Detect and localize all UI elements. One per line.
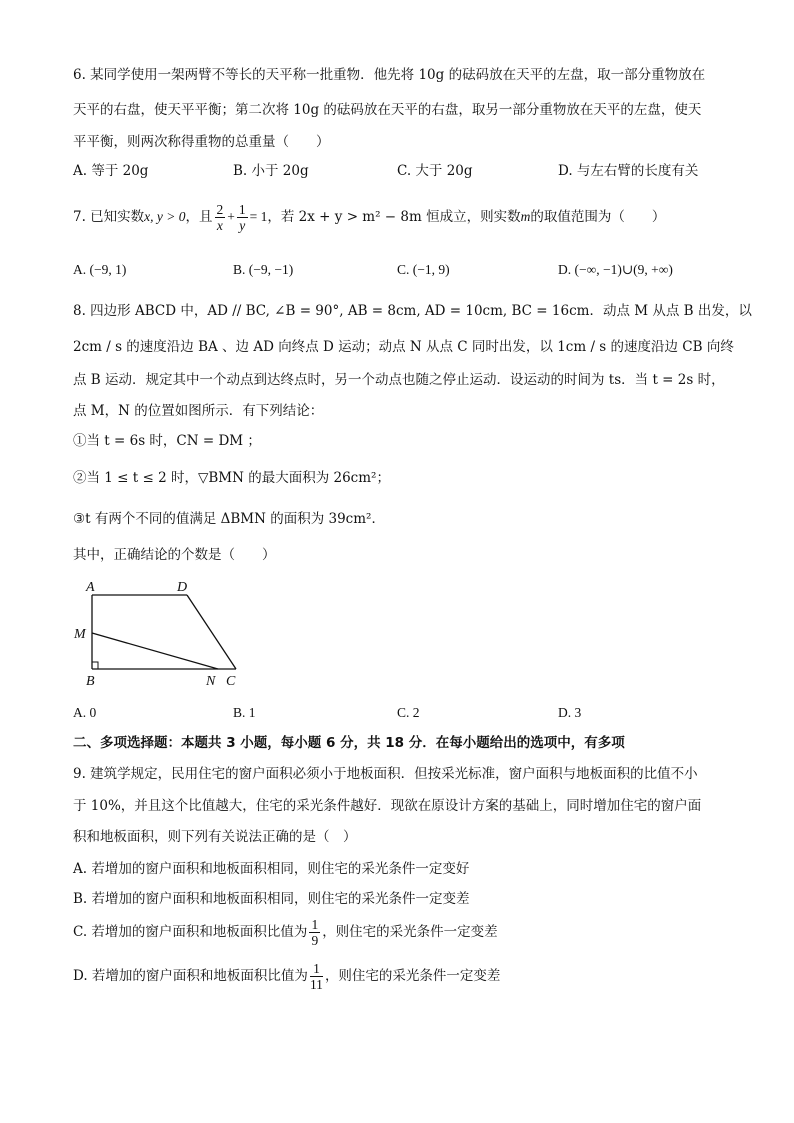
right-angle-mark <box>92 662 98 669</box>
q8-conclusion-1: ①当 t = 6s 时，CN = DM ； <box>73 433 261 449</box>
q7-eq: = 1 <box>249 209 268 224</box>
label-c: C <box>226 674 236 689</box>
label-n: N <box>206 674 216 689</box>
q6-option-d: D. 与左右臂的长度有关 <box>558 163 699 179</box>
q9-line-2: 于 10%，并且这个比值越大，住宅的采光条件越好．现欲在原设计方案的基础上，同时增加住宅的窗户面 <box>73 798 702 814</box>
q9-option-c-text: C. 若增加的窗户面积和地板面积比值为 <box>73 924 308 940</box>
q9-line-1: 9. 建筑学规定，民用住宅的窗户面积必须小于地板面积．但按采光标准，窗户面积与地板面积的比值不小 <box>73 766 698 782</box>
q8-conclusion-2: ②当 1 ≤ t ≤ 2 时，▽BMN 的最大面积为 26cm²； <box>73 470 390 486</box>
label-d: D <box>177 580 188 595</box>
q9-option-d-suffix: ，则住宅的采光条件一定变差 <box>324 968 501 984</box>
q9-option-d <box>73 959 500 993</box>
q6-option-a: A. 等于 20g <box>73 163 149 179</box>
q7-m: m <box>520 209 531 224</box>
q7-fraction-2: $\frac{1}{y}$ <box>238 202 246 233</box>
q7-suffix: 的取值范围为（ ） <box>530 209 666 225</box>
q8-option-d: D. 3 <box>558 705 582 720</box>
q9-option-d-fraction: $\frac{1}{11}$ <box>309 961 323 992</box>
q7-option-c: C. (−1, 9) <box>397 262 450 277</box>
q7-option-b: B. (−9, −1) <box>233 262 294 277</box>
q9-option-b: B. 若增加的窗户面积和地板面积相同，则住宅的采光条件一定变差 <box>73 891 470 907</box>
edge-dc <box>187 595 236 669</box>
q7-condition: ，若 2x + y > m² − 8m 恒成立，则实数 <box>267 209 521 225</box>
label-b: B <box>86 674 95 689</box>
q9-option-c-suffix: ，则住宅的采光条件一定变差 <box>322 924 498 940</box>
q8-line-1: 8. 四边形 ABCD 中，AD // BC, ∠B = 90°, AB = 8cm, AD = 10cm, BC = 16cm．动点 M 从点 B 出发，以 <box>73 303 752 319</box>
q8-line-3: 点 B 运动．规定其中一个动点到达终点时，另一个动点也随之停止运动．设运动的时间为 ts．当 t = 2s 时， <box>73 372 725 388</box>
q8-line-2: 2cm / s 的速度沿边 BA 、边 AD 向终点 D 运动；动点 N 从点 C 同时出发，以 1cm / s 的速度沿边 CB 向终 <box>73 339 734 355</box>
q8-option-a: A. 0 <box>73 705 97 720</box>
q9-option-c-fraction: $\frac{1}{9}$ <box>311 917 319 948</box>
label-m: M <box>74 627 86 642</box>
q7-option-d: D. (−∞, −1)∪(9, +∞) <box>558 262 673 277</box>
q7-and: ，且 <box>185 209 213 225</box>
q9-option-a: A. 若增加的窗户面积和地板面积相同，则住宅的采光条件一定变好 <box>73 861 470 877</box>
q7-plus: + <box>227 209 235 224</box>
q7-option-a: A. (−9, 1) <box>73 262 127 277</box>
q8-trapezoid-figure <box>70 575 250 690</box>
q6-line-2: 天平的右盘，使天平平衡；第二次将 10g 的砝码放在天平的右盘，取另一部分重物放在天平的左盘，使天 <box>73 102 702 118</box>
q9-option-d-text: D. 若增加的窗户面积和地板面积比值为 <box>73 968 308 984</box>
q7-stem <box>73 200 665 234</box>
q8-question: 其中，正确结论的个数是（ ） <box>73 547 276 563</box>
q7-prefix: 7. 已知实数 <box>73 209 145 225</box>
section-2-heading: 二、多项选择题：本题共 3 小题，每小题 6 分，共 18 分．在每小题给出的选项中，有多项 <box>73 735 625 751</box>
q9-line-3: 积和地板面积，则下列有关说法正确的是（ ） <box>73 829 357 845</box>
q8-conclusion-3: ③t 有两个不同的值满足 ΔBMN 的面积为 39cm²． <box>73 511 385 527</box>
label-a: A <box>86 580 95 595</box>
segment-mn <box>92 633 218 669</box>
q6-line-1: 6. 某同学使用一架两臂不等长的天平称一批重物．他先将 10g 的砝码放在天平的左盘，取一部分重物放在 <box>73 67 706 83</box>
q7-vars: x, y > 0 <box>144 209 186 224</box>
q6-option-b: B. 小于 20g <box>233 163 309 179</box>
q8-line-4: 点 M，N 的位置如图所示．有下列结论： <box>73 403 324 419</box>
q7-fraction-1: $\frac{2}{x}$ <box>216 202 224 233</box>
q8-option-c: C. 2 <box>397 705 420 720</box>
q9-option-c <box>73 915 498 949</box>
q6-option-c: C. 大于 20g <box>397 163 473 179</box>
q8-option-b: B. 1 <box>233 705 256 720</box>
q6-line-3: 平平衡，则两次称得重物的总重量（ ） <box>73 134 330 150</box>
